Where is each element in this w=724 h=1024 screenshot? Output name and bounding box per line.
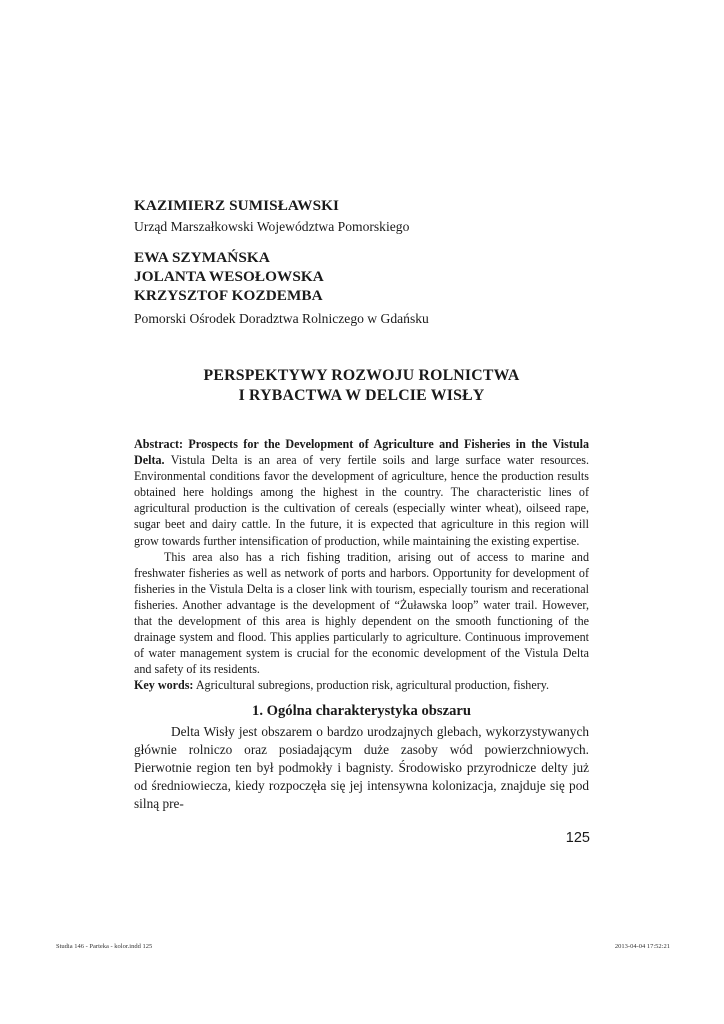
page-number: 125 (565, 830, 590, 846)
footer-file-info: Studia 146 - Parteka - kolor.indd 125 (56, 943, 153, 950)
abstract-text-1: Vistula Delta is an area of very fertile soils and large surface water resources. Environmental conditions favor the development of agriculture, hence the production results obtained here holdings among the highest in the country. The characteristic lines of agricultural production is the cultivation of cereals (especially winter wheat), oilseed rape, sugar beet and dairy cattle. In the future, it is expected that agriculture in this region will grow towards further intensification of production, while maintaining the existing expertise. (134, 453, 590, 548)
title-line-1: PERSPEKTYWY ROZWOJU ROLNICTWA (203, 367, 520, 384)
abstract-paragraph-1 (134, 436, 589, 549)
author-name: KAZIMIERZ SUMISŁAWSKI (134, 197, 340, 214)
abstract (134, 436, 589, 694)
keywords-text: Agricultural subregions, production risk, agricultural production, fishery. (195, 678, 550, 693)
abstract-label: Abstract: Prospects for the Development of Agriculture and Fisheries in the Vistula Delta. (134, 437, 589, 468)
author-name: KRZYSZTOF KOZDEMBA (134, 287, 323, 304)
author-name: JOLANTA WESOŁOWSKA (134, 268, 324, 285)
body-text (134, 723, 589, 813)
footer-timestamp: 2013-04-04 17:52:21 (614, 943, 670, 950)
author-name: EWA SZYMAŃSKA (134, 249, 270, 266)
article-title (134, 366, 589, 406)
abstract-paragraph-2: This area also has a rich fishing tradition, arising out of access to marine and freshwater fisheries as well as network of ports and harbors. Opportunity for development of fisheries in the Vistula Delta is a closer link with tourism, especially tourism and recerational fisheries. Another advantage is the development of “Żuławska loop” water trail. However, that the development of this area is highly dependent on the smooth functioning of the drainage system and flood. This applies particularly to agriculture. Continuous improvement of water management system is crucial for the economic development of the Vistula Delta and safety of its residents. (134, 549, 589, 677)
title-line-2: I RYBACTWA W DELCIE WISŁY (238, 387, 485, 404)
author-block-2 (134, 248, 589, 328)
section-heading: 1. Ogólna charakterystyka obszaru (252, 703, 471, 719)
keywords-label: Key words: (134, 678, 194, 693)
author-affiliation: Urząd Marszałkowski Województwa Pomorskiego (134, 219, 410, 234)
author-affiliation: Pomorski Ośrodek Doradztwa Rolniczego w Gdańsku (134, 311, 429, 326)
keywords (134, 677, 589, 693)
author-block-1 (134, 196, 589, 236)
body-paragraph: Delta Wisły jest obszarem o bardzo urodzajnych glebach, wykorzystywanych głównie rolniczo oraz posiadającym duże zasoby wód powierzchniowych. Pierwotnie region ten był podmokły i bagnisty. Środowisko przyrodnicze delty już od średniowiecza, kiedy rozpoczęła się jej intensywna kolonizacja, znajduje się pod silną pre- (134, 724, 589, 812)
